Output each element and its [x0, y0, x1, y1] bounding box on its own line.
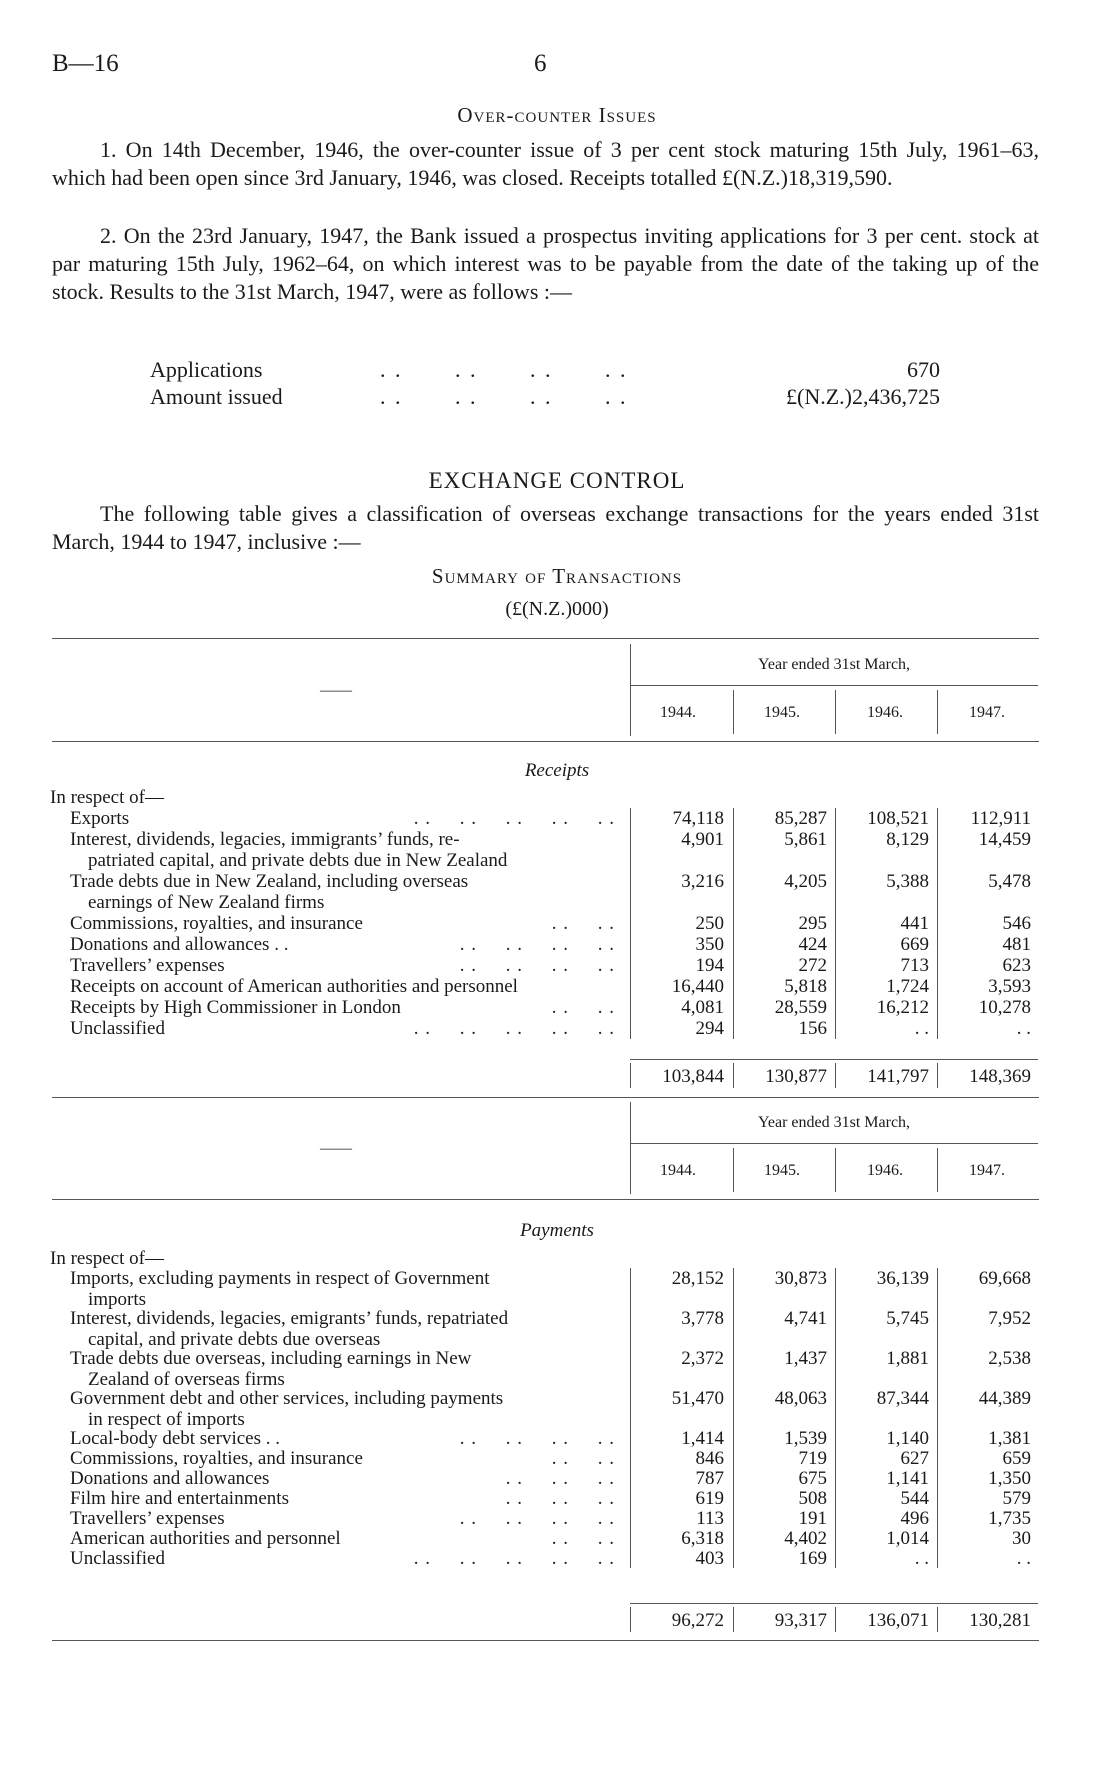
summary-title: Summary of Transactions [431, 564, 683, 588]
receipts-row-label-line: Commissions, royalties, and insurance [70, 913, 363, 934]
receipts-row-divider [937, 955, 938, 976]
receipts-row-value: 112,911 [970, 808, 1031, 829]
payments-row-label [70, 1528, 615, 1549]
receipts-row-divider [937, 934, 938, 955]
payments-row-leader: . . . . . . . . [459, 1508, 615, 1529]
payments-row-divider [733, 1508, 734, 1528]
payments-heading: Payments [520, 1220, 594, 1241]
receipts-row-value: 441 [900, 913, 929, 934]
payments-total-1945: 93,317 [774, 1610, 827, 1631]
payments-row-value: 508 [798, 1488, 827, 1509]
receipts-row-divider [835, 913, 836, 934]
receipts-in-respect-of: In respect of— [50, 787, 164, 808]
payments-row-value: 51,470 [671, 1388, 724, 1409]
year-1945-header: 1945. [764, 704, 800, 721]
receipts-row-divider [630, 913, 631, 934]
receipts-row-divider [733, 955, 734, 976]
payments-row-divider [630, 1348, 631, 1388]
payments-row-value: 48,063 [774, 1388, 827, 1409]
receipts-row-value: 4,205 [784, 871, 827, 892]
payments-row-value: 44,389 [978, 1388, 1031, 1409]
receipts-row-leader: . . . . [551, 997, 615, 1018]
payments-row-value: 1,881 [886, 1348, 929, 1369]
payments-row-value: 2,372 [681, 1348, 724, 1369]
receipts-total-1944: 103,844 [662, 1066, 724, 1087]
receipts-row-divider [630, 997, 631, 1018]
amount-issued-leader: . . . . . . . . [380, 384, 628, 409]
payments-row-label-line: American authorities and personnel [70, 1528, 341, 1549]
receipts-row-value: 156 [798, 1018, 827, 1039]
payments-row-divider [630, 1308, 631, 1348]
receipts-row-divider [733, 871, 734, 913]
payments-row-value: . . [914, 1548, 929, 1569]
receipts-row-divider [937, 871, 938, 913]
receipts-row-leader: . . . . . . . . [459, 934, 615, 955]
payments-row-value: 113 [696, 1508, 724, 1529]
page-number: 6 [534, 50, 547, 77]
receipts-row-divider [835, 976, 836, 997]
applications-leader: . . . . . . . . [380, 357, 628, 382]
receipts-row-value: 74,118 [672, 808, 724, 829]
receipts-row-value: 3,593 [988, 976, 1031, 997]
payments-year-header-rule [630, 1143, 1038, 1144]
payments-row-label-line: Commissions, royalties, and insurance [70, 1448, 363, 1469]
payments-row-value: 191 [798, 1508, 827, 1529]
payments-row-divider [630, 1548, 631, 1568]
document-code: B—16 [52, 50, 119, 77]
payments-row-label-line: Trade debts due overseas, including earnings in New [70, 1348, 472, 1369]
receipts-row-value: 669 [900, 934, 929, 955]
payments-row-divider [733, 1488, 734, 1508]
over-counter-paragraph-2 [52, 222, 1039, 306]
receipts-row-value: 713 [900, 955, 929, 976]
receipts-row-value: 350 [695, 934, 724, 955]
payments-row-value: 6,318 [681, 1528, 724, 1549]
payments-row-value: 1,735 [988, 1508, 1031, 1529]
payments-row-value: 1,141 [886, 1468, 929, 1489]
payments-row-divider [835, 1508, 836, 1528]
payments-row-label [70, 1308, 615, 1350]
payments-row-label [70, 1268, 615, 1310]
exchange-intro-text: The following table gives a classification of overseas exchange transactions for the years ended 31st March, 1944 to 1947, inclusive :— [52, 501, 1039, 554]
year-1944-header: 1944. [660, 704, 696, 721]
payments-row-value: 627 [900, 1448, 929, 1469]
payments-row-label-line: Local-body debt services . . [70, 1428, 280, 1449]
year-1946-header: 1946. [867, 704, 903, 721]
exchange-intro-paragraph [52, 500, 1039, 556]
payments-row-value: 3,778 [681, 1308, 724, 1329]
paragraph-1-text: 1. On 14th December, 1946, the over-counter issue of 3 per cent stock maturing 15th July, 1961–63, which had been open since 3rd January, 1946, was closed. Receipts totalled £(N.Z.)18,319,590. [52, 137, 1039, 190]
payments-row-leader: . . . . . . . . [459, 1428, 615, 1449]
receipts-row-value: 85,287 [774, 808, 827, 829]
payments-row-value: 36,139 [876, 1268, 929, 1289]
receipts-row-value: 8,129 [886, 829, 929, 850]
payments-row-divider [937, 1388, 938, 1428]
payments-row-divider [630, 1268, 631, 1308]
payments-row-divider [630, 1428, 631, 1448]
payments-row-value: . . [1016, 1548, 1031, 1569]
receipts-row-divider [630, 808, 631, 829]
payments-row-value: 1,140 [886, 1428, 929, 1449]
payments-row-divider [937, 1448, 938, 1468]
payments-row-value: 403 [695, 1548, 724, 1569]
receipts-total-rule [630, 1059, 1038, 1060]
receipts-row-value: 108,521 [867, 808, 929, 829]
receipts-row-divider [630, 934, 631, 955]
payments-row-divider [733, 1308, 734, 1348]
receipts-row-value: 294 [695, 1018, 724, 1039]
receipts-row-divider [835, 871, 836, 913]
receipts-row-divider [937, 1018, 938, 1039]
amount-issued-label: Amount issued [150, 384, 283, 409]
receipts-total-1946: 141,797 [867, 1066, 929, 1087]
receipts-row-value: 16,212 [876, 997, 929, 1018]
payments-row-value: 579 [1002, 1488, 1031, 1509]
receipts-total-1945: 130,877 [765, 1066, 827, 1087]
receipts-row-label [70, 913, 615, 934]
receipts-heading: Receipts [524, 760, 590, 781]
payments-row-value: 659 [1002, 1448, 1031, 1469]
receipts-row-divider [835, 955, 836, 976]
payments-row-divider [937, 1268, 938, 1308]
payments-row-divider [937, 1488, 938, 1508]
payments-row-value: 1,350 [988, 1468, 1031, 1489]
receipts-row-divider [733, 829, 734, 871]
payments-stub-dash: —— [320, 1140, 352, 1157]
receipts-row-value: 272 [798, 955, 827, 976]
payments-year-ended-header: Year ended 31st March, [757, 1114, 911, 1131]
receipts-row-divider [835, 829, 836, 871]
receipts-row-label-line: Receipts on account of American authorities and personnel [70, 976, 518, 997]
payments-row-divider [630, 1528, 631, 1548]
amount-issued-line [150, 384, 940, 412]
receipts-row-label [70, 871, 615, 913]
payments-row-value: 1,539 [784, 1428, 827, 1449]
receipts-row-value: 5,478 [988, 871, 1031, 892]
exchange-control-title: EXCHANGE CONTROL [428, 468, 686, 493]
receipts-row-divider [937, 976, 938, 997]
receipts-row-divider [835, 934, 836, 955]
payments-row-divider [937, 1348, 938, 1388]
receipts-row-value: 424 [798, 934, 827, 955]
payments-row-label [70, 1388, 615, 1430]
receipts-row-divider [733, 997, 734, 1018]
payments-header-bottom-rule [52, 1199, 1039, 1200]
payments-row-label-line: Interest, dividends, legacies, emigrants’ funds, repatriated [70, 1308, 509, 1329]
payments-row-label-line: Travellers’ expenses [70, 1508, 225, 1529]
payments-row-label-line: Donations and allowances [70, 1468, 270, 1489]
payments-row-leader: . . . . . . [505, 1468, 615, 1489]
payments-row-label-line: Government debt and other services, including payments [70, 1388, 504, 1409]
payments-row-label [70, 1348, 615, 1390]
receipts-row-label [70, 976, 615, 997]
receipts-row-divider [937, 913, 938, 934]
payments-row-value: 7,952 [988, 1308, 1031, 1329]
amount-issued-value: £(N.Z.)2,436,725 [786, 384, 940, 409]
payments-row-divider [733, 1448, 734, 1468]
stub-dash: —— [320, 682, 352, 699]
payments-total-1946: 136,071 [867, 1610, 929, 1631]
receipts-row-label-line: Exports [70, 808, 130, 829]
payments-row-value: 2,538 [988, 1348, 1031, 1369]
receipts-row-label-line: Unclassified [70, 1018, 165, 1039]
payments-row-label [70, 1448, 615, 1469]
payments-row-divider [835, 1548, 836, 1568]
payments-row-value: 1,437 [784, 1348, 827, 1369]
receipts-row-divider [630, 871, 631, 913]
payments-row-divider [835, 1448, 836, 1468]
payments-row-value: 1,014 [886, 1528, 929, 1549]
receipts-row-divider [733, 976, 734, 997]
table-top-rule [52, 638, 1039, 639]
payments-row-leader: . . . . . . [505, 1488, 615, 1509]
payments-top-rule [52, 1097, 1039, 1098]
payments-row-value: 4,741 [784, 1308, 827, 1329]
payments-row-value: 87,344 [876, 1388, 929, 1409]
applications-line [150, 357, 940, 385]
payments-row-label-line: Unclassified [70, 1548, 165, 1569]
payments-row-label-line: Zealand of overseas firms [88, 1369, 285, 1390]
payments-row-divider [835, 1428, 836, 1448]
payments-row-divider [630, 1468, 631, 1488]
receipts-row-label-line: earnings of New Zealand firms [88, 892, 325, 913]
payments-row-value: 169 [798, 1548, 827, 1569]
payments-row-value: 496 [900, 1508, 929, 1529]
payments-row-divider [937, 1528, 938, 1548]
payments-row-divider [937, 1508, 938, 1528]
receipts-row-divider [733, 808, 734, 829]
receipts-row-divider [630, 829, 631, 871]
receipts-row-value: 3,216 [681, 871, 724, 892]
payments-row-leader: . . . . [551, 1528, 615, 1549]
receipts-row-label [70, 997, 615, 1018]
payments-row-value: 846 [695, 1448, 724, 1469]
table-bottom-rule [52, 1640, 1039, 1641]
payments-row-value: 675 [798, 1468, 827, 1489]
receipts-row-label [70, 829, 615, 871]
payments-row-divider [937, 1548, 938, 1568]
applications-label: Applications [150, 357, 263, 382]
payments-row-divider [835, 1308, 836, 1348]
payments-row-divider [937, 1308, 938, 1348]
payments-row-value: 719 [798, 1448, 827, 1469]
payments-row-divider [835, 1348, 836, 1388]
payments-year-1946-header: 1946. [867, 1162, 903, 1179]
receipts-row-divider [630, 976, 631, 997]
receipts-row-label-line: Interest, dividends, legacies, immigrants’ funds, re- [70, 829, 460, 850]
header-bottom-rule [52, 741, 1039, 742]
receipts-row-label-line: Receipts by High Commissioner in London [70, 997, 401, 1018]
payments-row-divider [835, 1528, 836, 1548]
payments-row-divider [630, 1448, 631, 1468]
receipts-row-value: 295 [798, 913, 827, 934]
receipts-row-leader: . . . . [551, 913, 615, 934]
receipts-row-value: 28,559 [774, 997, 827, 1018]
paragraph-2-text: 2. On the 23rd January, 1947, the Bank issued a prospectus inviting applications for 3 per cent. stock at par maturing 15th July, 1962–64, on which interest was to be payable from the date of the taking up of the stock. Results to the 31st March, 1947, were as follows :— [52, 223, 1039, 304]
receipts-row-divider [630, 1018, 631, 1039]
receipts-row-leader: . . . . . . . . . . [413, 808, 615, 829]
receipts-row-value: 250 [695, 913, 724, 934]
payments-row-divider [835, 1388, 836, 1428]
year-header-rule [630, 685, 1038, 686]
payments-row-divider [733, 1468, 734, 1488]
payments-row-leader: . . . . . . . . . . [413, 1548, 615, 1569]
receipts-row-value: 5,861 [784, 829, 827, 850]
receipts-row-value: 14,459 [978, 829, 1031, 850]
payments-year-1944-header: 1944. [660, 1162, 696, 1179]
receipts-row-divider [835, 997, 836, 1018]
payments-row-value: 28,152 [671, 1268, 724, 1289]
receipts-row-value: 4,081 [681, 997, 724, 1018]
receipts-row-divider [937, 997, 938, 1018]
unit-label: (£(N.Z.)000) [505, 598, 609, 620]
over-counter-title: Over-counter Issues [457, 103, 657, 127]
payments-total-1947: 130,281 [969, 1610, 1031, 1631]
receipts-row-divider [630, 955, 631, 976]
payments-row-value: 1,414 [681, 1428, 724, 1449]
payments-row-value: 619 [695, 1488, 724, 1509]
receipts-row-leader: . . . . . . . . [459, 955, 615, 976]
payments-row-value: 69,668 [978, 1268, 1031, 1289]
payments-year-1945-header: 1945. [764, 1162, 800, 1179]
payments-row-divider [937, 1468, 938, 1488]
receipts-row-value: 5,818 [784, 976, 827, 997]
year-1947-header: 1947. [969, 704, 1005, 721]
receipts-row-label-line: patriated capital, and private debts due in New Zealand [88, 850, 508, 871]
receipts-total-1947: 148,369 [969, 1066, 1031, 1087]
payments-row-divider [733, 1388, 734, 1428]
payments-row-divider [835, 1268, 836, 1308]
receipts-row-value: . . [1016, 1018, 1031, 1039]
receipts-row-divider [733, 1018, 734, 1039]
receipts-row-leader: . . . . . . . . . . [413, 1018, 615, 1039]
payments-row-divider [835, 1468, 836, 1488]
receipts-row-value: 5,388 [886, 871, 929, 892]
receipts-row-value: 16,440 [671, 976, 724, 997]
receipts-row-value: . . [914, 1018, 929, 1039]
payments-row-divider [733, 1268, 734, 1308]
receipts-row-label-line: Travellers’ expenses [70, 955, 225, 976]
payments-row-value: 4,402 [784, 1528, 827, 1549]
payments-row-divider [733, 1548, 734, 1568]
payments-row-divider [630, 1388, 631, 1428]
payments-row-value: 5,745 [886, 1308, 929, 1329]
payments-row-value: 1,381 [988, 1428, 1031, 1449]
receipts-row-divider [835, 808, 836, 829]
applications-value: 670 [907, 357, 940, 382]
receipts-row-divider [835, 1018, 836, 1039]
payments-row-divider [733, 1428, 734, 1448]
receipts-row-value: 194 [695, 955, 724, 976]
receipts-row-label-line: Trade debts due in New Zealand, including overseas [70, 871, 469, 892]
payments-year-1947-header: 1947. [969, 1162, 1005, 1179]
payments-total-rule [630, 1603, 1038, 1604]
receipts-row-label-line: Donations and allowances . . [70, 934, 289, 955]
receipts-row-value: 10,278 [978, 997, 1031, 1018]
payments-row-divider [630, 1488, 631, 1508]
payments-row-value: 544 [900, 1488, 929, 1509]
payments-row-divider [630, 1508, 631, 1528]
payments-total-1944: 96,272 [671, 1610, 724, 1631]
payments-row-label-line: Imports, excluding payments in respect of Government [70, 1268, 490, 1289]
receipts-row-value: 1,724 [886, 976, 929, 997]
payments-row-label-line: capital, and private debts due overseas [88, 1329, 381, 1350]
payments-row-divider [733, 1348, 734, 1388]
payments-row-label-line: in respect of imports [88, 1409, 245, 1430]
payments-row-divider [835, 1488, 836, 1508]
receipts-row-value: 546 [1002, 913, 1031, 934]
year-ended-header: Year ended 31st March, [757, 656, 911, 673]
over-counter-paragraph-1 [52, 136, 1039, 192]
payments-row-leader: . . . . [551, 1448, 615, 1469]
receipts-row-divider [733, 934, 734, 955]
payments-row-value: 30 [1012, 1528, 1031, 1549]
payments-row-label-line: Film hire and entertainments [70, 1488, 289, 1509]
receipts-row-value: 623 [1002, 955, 1031, 976]
payments-in-respect-of: In respect of— [50, 1248, 164, 1269]
receipts-row-divider [733, 913, 734, 934]
receipts-row-value: 481 [1002, 934, 1031, 955]
payments-row-value: 30,873 [774, 1268, 827, 1289]
receipts-row-value: 4,901 [681, 829, 724, 850]
receipts-row-divider [937, 808, 938, 829]
payments-row-value: 787 [695, 1468, 724, 1489]
payments-row-label-line: imports [88, 1289, 147, 1310]
payments-row-divider [733, 1528, 734, 1548]
payments-row-divider [937, 1428, 938, 1448]
receipts-row-divider [937, 829, 938, 871]
